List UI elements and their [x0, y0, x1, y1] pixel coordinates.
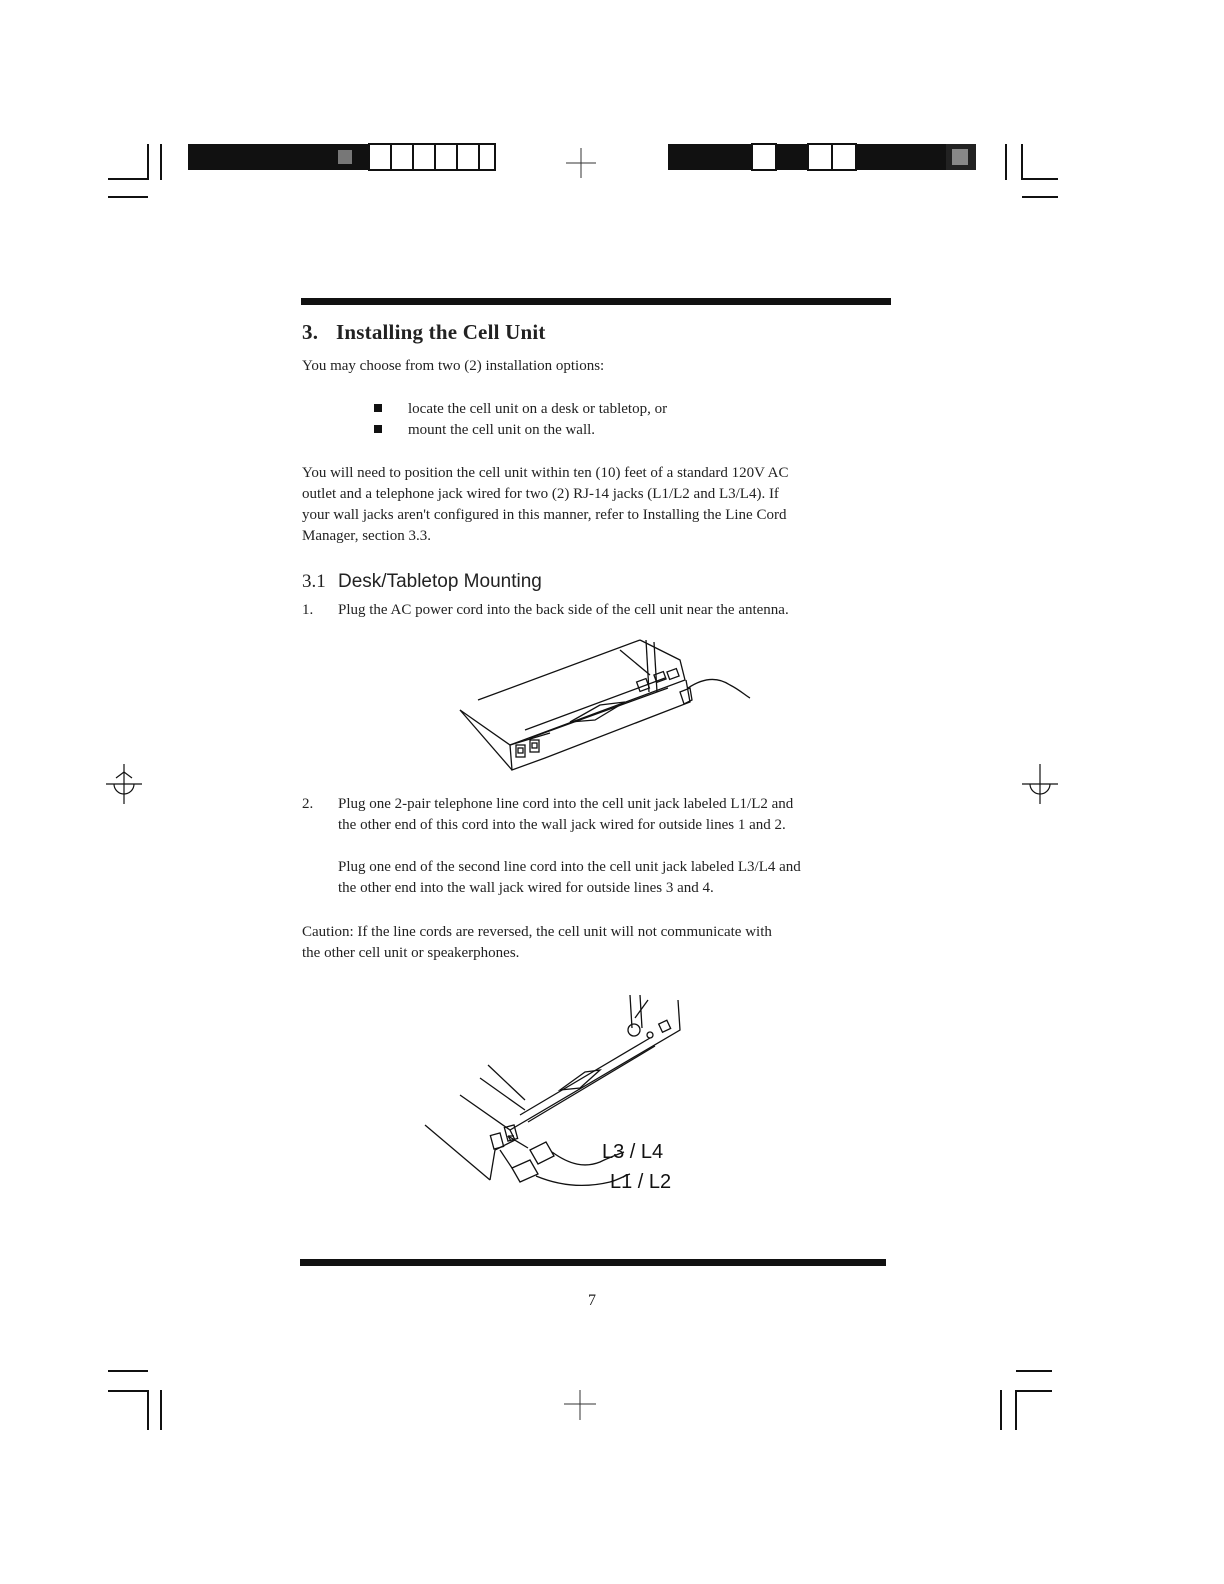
crop-mark: [1022, 196, 1058, 198]
intro-text: You may choose from two (2) installation options:: [302, 358, 605, 374]
step-2-followup: Plug one end of the second line cord into the cell unit jack labeled L3/L4 and the other end into the wall jack wired for outside lines 3 and 4.: [338, 859, 801, 896]
figure-line-cords: [420, 990, 720, 1200]
crop-mark: [147, 1390, 149, 1430]
section-number: 3.: [302, 320, 319, 344]
requirement-paragraph: You will need to position the cell unit within ten (10) feet of a standard 120V AC outlet and a telephone jack wired for two (2) RJ-14 jacks (L1/L2 and L3/L4). If your wall jacks aren't configured in this manner, refer to Installing the Line Cord Manager, section 3.3.: [302, 465, 789, 544]
list-item: locate the cell unit on a desk or tabletop, or: [374, 399, 667, 420]
crop-mark: [160, 1390, 162, 1430]
crop-mark: [160, 144, 162, 180]
registration-target-right: [1022, 764, 1058, 804]
crop-mark: [1016, 1390, 1052, 1392]
step-1: 1. Plug the AC power cord into the back side of the cell unit near the antenna.: [302, 602, 789, 618]
bottom-rule: [300, 1259, 886, 1266]
bullet-square-icon: [374, 425, 382, 433]
bullet-square-icon: [374, 404, 382, 412]
crop-mark: [1021, 144, 1023, 180]
crop-mark: [147, 144, 149, 180]
color-bar-left: [188, 144, 498, 172]
subsection-title: [302, 571, 542, 593]
color-bar-right: [668, 144, 978, 172]
crop-mark: [1022, 178, 1058, 180]
list-item: mount the cell unit on the wall.: [374, 420, 595, 441]
section-title-text: Installing the Cell Unit: [336, 320, 546, 344]
crop-mark: [1005, 144, 1007, 180]
top-rule: [301, 298, 891, 305]
subsection-number: 3.1: [302, 571, 326, 592]
crop-mark: [108, 178, 148, 180]
section-title: [302, 320, 546, 345]
registration-target-bottom: [564, 1390, 596, 1420]
label-l3-l4: L3 / L4: [602, 1141, 664, 1163]
step-2: 2. Plug one 2-pair telephone line cord into the cell unit jack labeled L1/L2 and the other end of this cord into the wall jack wired for outside lines 1 and 2.: [302, 796, 794, 833]
caution-note: Caution: If the line cords are reversed, the cell unit will not communicate with the other cell unit or speakerphones.: [302, 924, 772, 961]
subsection-title-text: Desk/Tabletop Mounting: [338, 571, 542, 592]
registration-target-left: [106, 764, 142, 804]
registration-target-top: [566, 148, 596, 178]
crop-mark: [1016, 1370, 1052, 1372]
crop-mark: [1000, 1390, 1002, 1430]
crop-mark: [108, 1390, 148, 1392]
page-number: 7: [588, 1292, 596, 1309]
crop-mark: [108, 196, 148, 198]
figure-cell-unit-power-cord: [450, 630, 760, 780]
crop-mark: [1015, 1390, 1017, 1430]
label-l1-l2: L1 / L2: [610, 1171, 672, 1193]
crop-mark: [108, 1370, 148, 1372]
